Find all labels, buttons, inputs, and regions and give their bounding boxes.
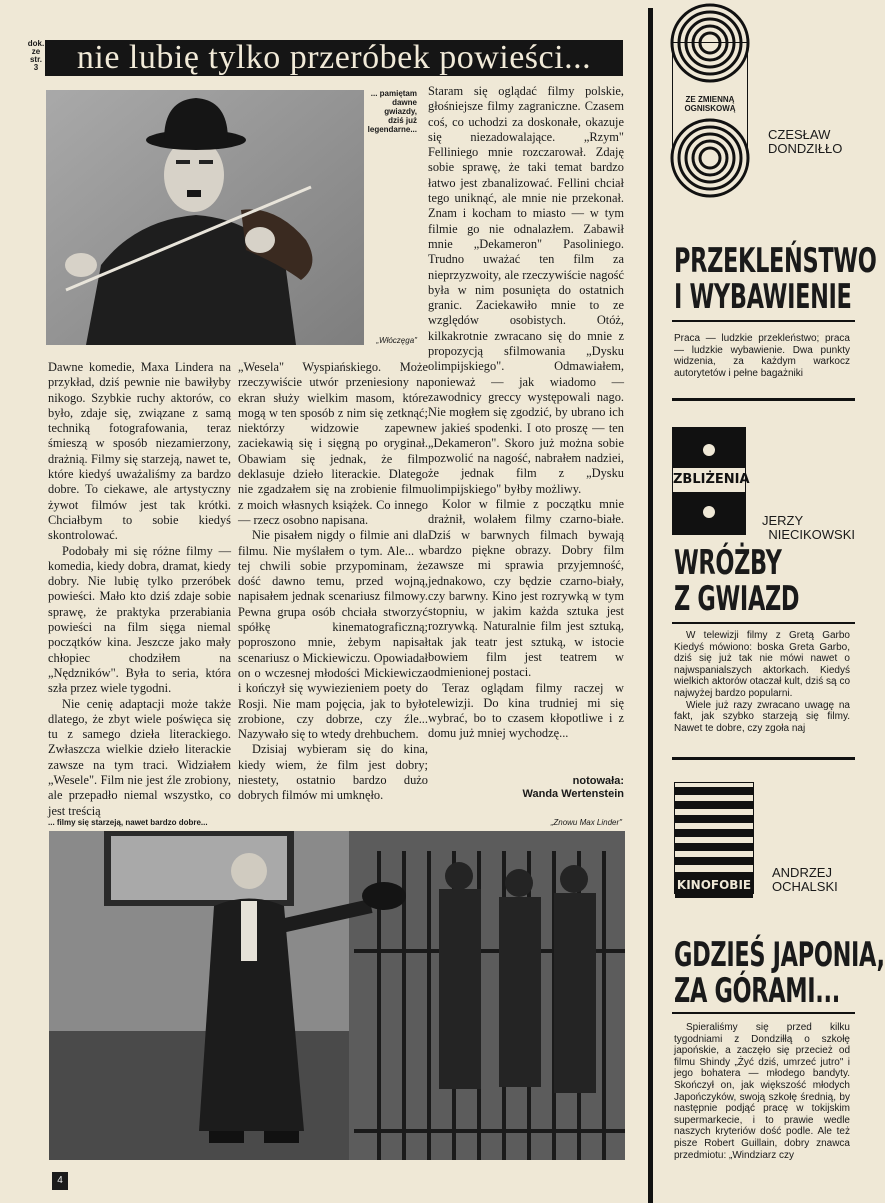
dot-icon bbox=[703, 506, 715, 518]
photo1-caption-bottom: „Włóczęga" bbox=[376, 336, 417, 345]
title-section1: PRZEKLEŃSTWO I WYBAWIENIE bbox=[674, 241, 877, 317]
violinist-illustration bbox=[46, 90, 364, 345]
text-section3: Spieraliśmy się przed kilku tygodniami z Dondziłłą o szkołę japońskie, a zaczęło się przecież od filmu Shindy „Żyć dziś, umrzeć jutro" i jego bohatera — młodego bandyty. Skończył on, jak większość młodych Japończyków, swoją szkołę średnią, by następnie podjąć pracę w tokijskim supermarkecie, i to prawie wedle naszych kryteriów dość podle. Ale też pisze Robert Guillain, dobry znawca przedmiotu: „Windziarz czy bbox=[674, 1022, 850, 1161]
author-section2: JERZY NIECIKOWSKI bbox=[762, 513, 855, 542]
logo-text: ZBLIŻENIA bbox=[673, 468, 745, 492]
paragraph: Dzisiaj wybieram się do kina, kiedy wiem, że film jest dobry; niestety, ostatnio bardzo dużo dobrych filmów mi umknęło. bbox=[238, 742, 428, 803]
section2-rule bbox=[672, 622, 855, 624]
logo-kinofobie bbox=[674, 782, 754, 894]
continuation-line2: ze str. bbox=[29, 47, 42, 64]
photo2-caption-left: ... filmy się starzeją, nawet bardzo dobre... bbox=[48, 818, 208, 827]
page-number: 4 bbox=[52, 1172, 68, 1190]
page-divider bbox=[648, 8, 653, 1203]
signature-name: Wanda Wertenstein bbox=[522, 788, 624, 800]
title-section3: GDZIEŚ JAPONIA, ZA GÓRAMI... bbox=[674, 935, 885, 1011]
street-scene-illustration bbox=[49, 831, 625, 1160]
article-signature bbox=[430, 775, 624, 801]
photo2-caption-right: „Znowu Max Linder" bbox=[550, 818, 622, 827]
logo-ze-zmienna-ogniskowa bbox=[672, 42, 748, 154]
title-section2: WRÓŻBY Z GWIAZD bbox=[674, 543, 800, 619]
logo-text: ZE ZMIENNĄ OGNISKOWĄ bbox=[673, 94, 747, 114]
continuation-marker bbox=[26, 40, 46, 72]
text-section2: W telewizji filmy z Gretą Garbo Kiedyś mówiono: boska Greta Garbo, dziś się już tak nie mówi nawet o najwspanialszych aktorkach. Kiedyś wielkich aktorów otaczał kult, dziś są co najwyżej bardzo popularni. Wiele już razy zwracano uwagę na fakt, jak szybko starzeją się filmy. Nawet te dobre, czy zgoła naj bbox=[674, 630, 850, 734]
rings-bottom-icon bbox=[673, 114, 747, 158]
text-section1: Praca — ludzkie przekleństwo; praca — ludzkie wybawienie. Dwa punkty widzenia, za każdym warkocz autorytetów i pełne bagażniki bbox=[674, 333, 850, 379]
paragraph: Kolor w filmie z początku mnie drażnił, wolałem filmy czarno-białe. Dziś w barwnych filmach bywają bardzo piękne obrazy. Dobry film zawsze mi sprawia przyjemność, jednakowo, czy będzie czarno-biały, czy barwny. Kino jest rozrywką w tym stopniu, w jakim każda sztuka jest rozrywką. Naturalnie film jest sztuką, tak jak teatr jest sztuką, w istocie bowiem film jest teatrem w odmienionej postaci. bbox=[428, 497, 624, 680]
section1-rule bbox=[672, 320, 855, 322]
paragraph: Dawne komedie, Maxa Lindera na przykład, dziś pewnie nie bawiłyby nikogo. Szybkie ruchy aktorów, co było, zdaje się, związane z samą techniką fotografowania, teraz śmieszą w sposób niezamierzony, drażnią. Filmy się starzeją, nawet te, które kiedyś uważaliśmy za bardzo dobre. To ciekawe, ale artystyczny żywot filmów jest tak krótki. Chciałbym to sobie kiedyś skontrolować. bbox=[48, 360, 231, 543]
dot-icon bbox=[703, 444, 715, 456]
article-column-2 bbox=[238, 360, 428, 810]
photo1-caption-top: ... pamiętam dawne gwiazdy, dziś już legendarne... bbox=[367, 89, 417, 134]
paragraph: Teraz oglądam filmy raczej w telewizji. Do kina trudniej mi się wybrać, bo to czasem kłopotliwe i z domu już mniej wychodzę... bbox=[428, 680, 624, 741]
rings-icon bbox=[673, 43, 747, 89]
paragraph: Podobały mi się różne filmy — komedia, kiedy dobra, dramat, kiedy dobry. Nie lubię tylko przeróbek powieści. Mało kto dziś zdaje sobie sprawę, że praktyka przerabiania powieści na film sięga niemal początków kina. Jeszcze jako mały chłopiec chodziłem na „Nędzników". Była to seria, która szła przez wiele tygodni. bbox=[48, 543, 231, 696]
logo-text: KINOFOBIE bbox=[675, 872, 753, 898]
article-column-3 bbox=[428, 84, 624, 774]
author-section1: CZESŁAW DONDZIŁŁO bbox=[768, 127, 843, 156]
article-headline: nie lubię tylko przeróbek powieści... bbox=[45, 40, 623, 76]
paragraph: Staram się oglądać filmy polskie, głośniejsze filmy zagraniczne. Czasem coś, co uchodzi za doskonałe, okazuje się niezadowalające. „Rzym" Felliniego mnie rozczarował. Zdaję sobie sprawę, że taki temat bardzo łatwo jest zbanalizować. Fellini chciał tego uniknąć, ale mnie nie przekonał. Znam i kocham to miasto — w tym filmie go nie odnalazłem. Zabawił mnie „Dekameron" Pasoliniego. Trudno uważać ten film za nieprzyzwoity, ale rzeczywiście nagość była w nim posunięta do ostatnich granic. Zaciekawiło mnie to ze względów osobistych. Otóż, kilkakrotnie zwracano się do mnie z propozycją sfilmowania „Dysku olimpijskiego". Odmawiałem, ponieważ — jak wiadomo — zawodnicy greccy występowali nago. Nie mogłem się zgodzić, by ubrano ich w jakieś spodenki. I oto proszę — ten „Dekameron". Skoro już można sobie pozwolić na nagość, nabrałem nadziei, że jednak film z „Dysku olimpijskiego" byłby możliwy. bbox=[428, 84, 624, 496]
author-section3: ANDRZEJ OCHALSKI bbox=[772, 865, 838, 894]
logo-zblizenia bbox=[672, 427, 750, 535]
section-divider bbox=[672, 398, 855, 401]
signature-label: notowała: bbox=[572, 775, 624, 787]
photo-violinist bbox=[46, 90, 364, 345]
film-stripes-icon bbox=[675, 783, 753, 867]
article-column-1 bbox=[48, 360, 231, 818]
photo-street-scene bbox=[49, 831, 625, 1160]
section3-rule bbox=[672, 1012, 855, 1014]
continuation-line1: dok. bbox=[27, 39, 45, 48]
continuation-page: 3 bbox=[33, 63, 39, 72]
section-divider bbox=[672, 757, 855, 760]
paragraph: „Wesela" Wyspiańskiego. Może rzeczywiście utwór przeniesiony na ekran służy wielkim masom, które mogą w ten sposób z nim się zetknąć; niektórzy widzowie zapewne zaciekawią się i sięgną po oryginał. Obawiam się jednak, że film deklasuje dzieło literackie. Dlatego nie zgadzałem się na zrobienie filmu z moich własnych książek. Co innego — rzecz osobno napisana. bbox=[238, 360, 428, 527]
paragraph: Nie pisałem nigdy o filmie ani dla filmu. Nie myślałem o tym. Ale... w tej chwili sobie przypominam, że dość dawno temu, przed wojną, napisałem jednak scenariusz filmowy. Pewna grupa osób chciała stworzyć spółkę kinematograficzną; poproszono mnie, żebym napisał scenariusz o Mickiewiczu. Opowiadał on o wczesnej młodości Mickiewicza i kończył się wywiezieniem poety do Rosji. Nie mam pojęcia, jak to było zrobione, czy dobrze, czy źle... Nazywało się to wtedy drehbuchem. bbox=[238, 528, 428, 742]
paragraph: Nie cenię adaptacji może także dlatego, że zbyt wiele poświęca się tu z samego dzieła literackiego. Zwłaszcza wielkie dzieło literackie zawsze na tym traci. Widziałem „Wesele". Film nie jest źle zrobiony, ale przepadło niemal wszystko, co jest treścią bbox=[48, 696, 231, 818]
